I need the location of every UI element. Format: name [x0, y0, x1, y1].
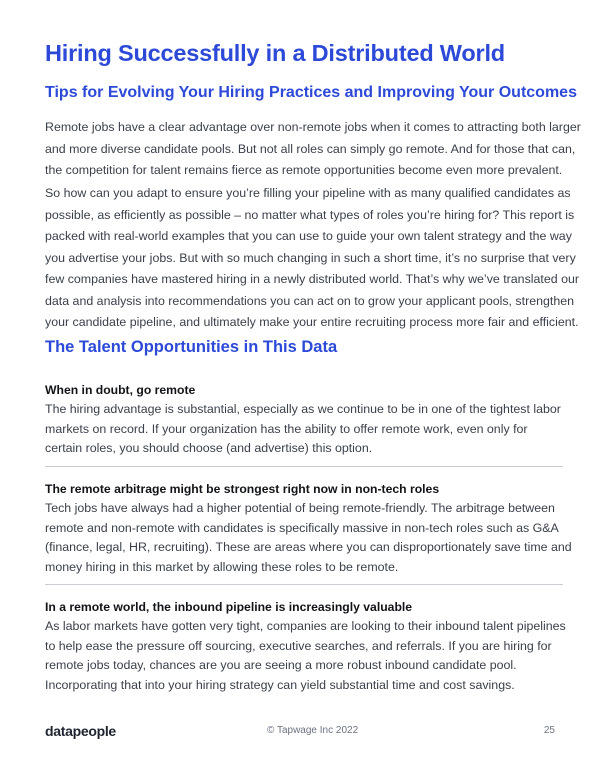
intro-line: the competition for talent remains fierce as remote opportunities become even more prevalent. [45, 163, 563, 177]
body-line: possible, as efficiently as possible – no matter what types of roles you’re hiring for? This report is [45, 207, 575, 222]
page-subtitle: Tips for Evolving Your Hiring Practices and Improving Your Outcomes [45, 84, 577, 101]
opportunity-section [45, 598, 566, 695]
section-line: (finance, legal, HR, recruiting). These are areas where you can disproportionately save time and [45, 540, 572, 554]
copyright-text: © Tapwage Inc 2022 [267, 725, 359, 736]
section-divider [45, 466, 563, 467]
body-line: you advertise your jobs. But with so much changing in such a short time, it’s no surprise that very [45, 250, 576, 265]
intro-line: and more diverse candidate pools. But not all roles can simply go remote. And for those that can, [45, 141, 576, 156]
section-title: When in doubt, go remote [45, 383, 196, 397]
opportunity-section [45, 480, 572, 577]
section-line: certain roles, you should choose (and advertise) this option. [45, 441, 373, 455]
section-line: money hiring in this market by allowing these roles to be remote. [45, 559, 399, 574]
page-number: 25 [543, 725, 555, 736]
section-line: markets on record. If your organization has the ability to offer remote work, even only for [45, 421, 528, 436]
body-line: few companies have mastered hiring in a newly distributed world. That’s why we’ve translated our [45, 272, 579, 286]
section-line: Incorporating that into your hiring strategy can yield substantial time and cost savings. [45, 677, 515, 692]
intro-line: Remote jobs have a clear advantage over non-remote jobs when it comes to attracting both larger [45, 120, 581, 134]
body-line: data and analysis into recommendations you can act on to grow your applicant pools, strengthen [45, 293, 574, 308]
section-heading: The Talent Opportunities in This Data [45, 338, 338, 356]
opportunity-section [45, 381, 563, 459]
section-divider [45, 584, 563, 585]
body-paragraph [45, 183, 579, 334]
body-line: So how can you adapt to ensure you’re filling your pipeline with as many qualified candidates as [45, 186, 571, 200]
body-line: packed with real-world examples that you can use to guide your own talent strategy and the way [45, 229, 572, 243]
section-body [45, 499, 572, 577]
section-line: The hiring advantage is substantial, especially as we continue to be in one of the tightest labor [45, 402, 561, 416]
section-title: The remote arbitrage might be strongest right now in non-tech roles [45, 482, 440, 496]
section-line: to help ease the pressure off sourcing, executive searches, and referrals. If you are hiring for [45, 638, 552, 653]
page-footer [45, 720, 555, 744]
page-title: Hiring Successfully in a Distributed World [45, 40, 505, 66]
datapeople-logo: datapeople [45, 723, 116, 739]
section-line: Tech jobs have always had a higher potential of being remote-friendly. The arbitrage between [45, 501, 555, 515]
section-title: In a remote world, the inbound pipeline is increasingly valuable [45, 600, 413, 614]
body-line: your candidate pipeline, and ultimately make your entire recruiting process more fair and efficient. [45, 315, 579, 329]
section-line: As labor markets have gotten very tight, companies are looking to their inbound talent pipelines [45, 619, 566, 633]
section-line: remote and non-remote with candidates is specifically massive in non-tech roles such as G&A [45, 520, 559, 535]
intro-paragraph [45, 117, 581, 182]
section-body [45, 400, 563, 459]
section-line: remote jobs today, chances are you are seeing a more robust inbound candidate pool. [45, 658, 517, 672]
section-body [45, 617, 566, 695]
